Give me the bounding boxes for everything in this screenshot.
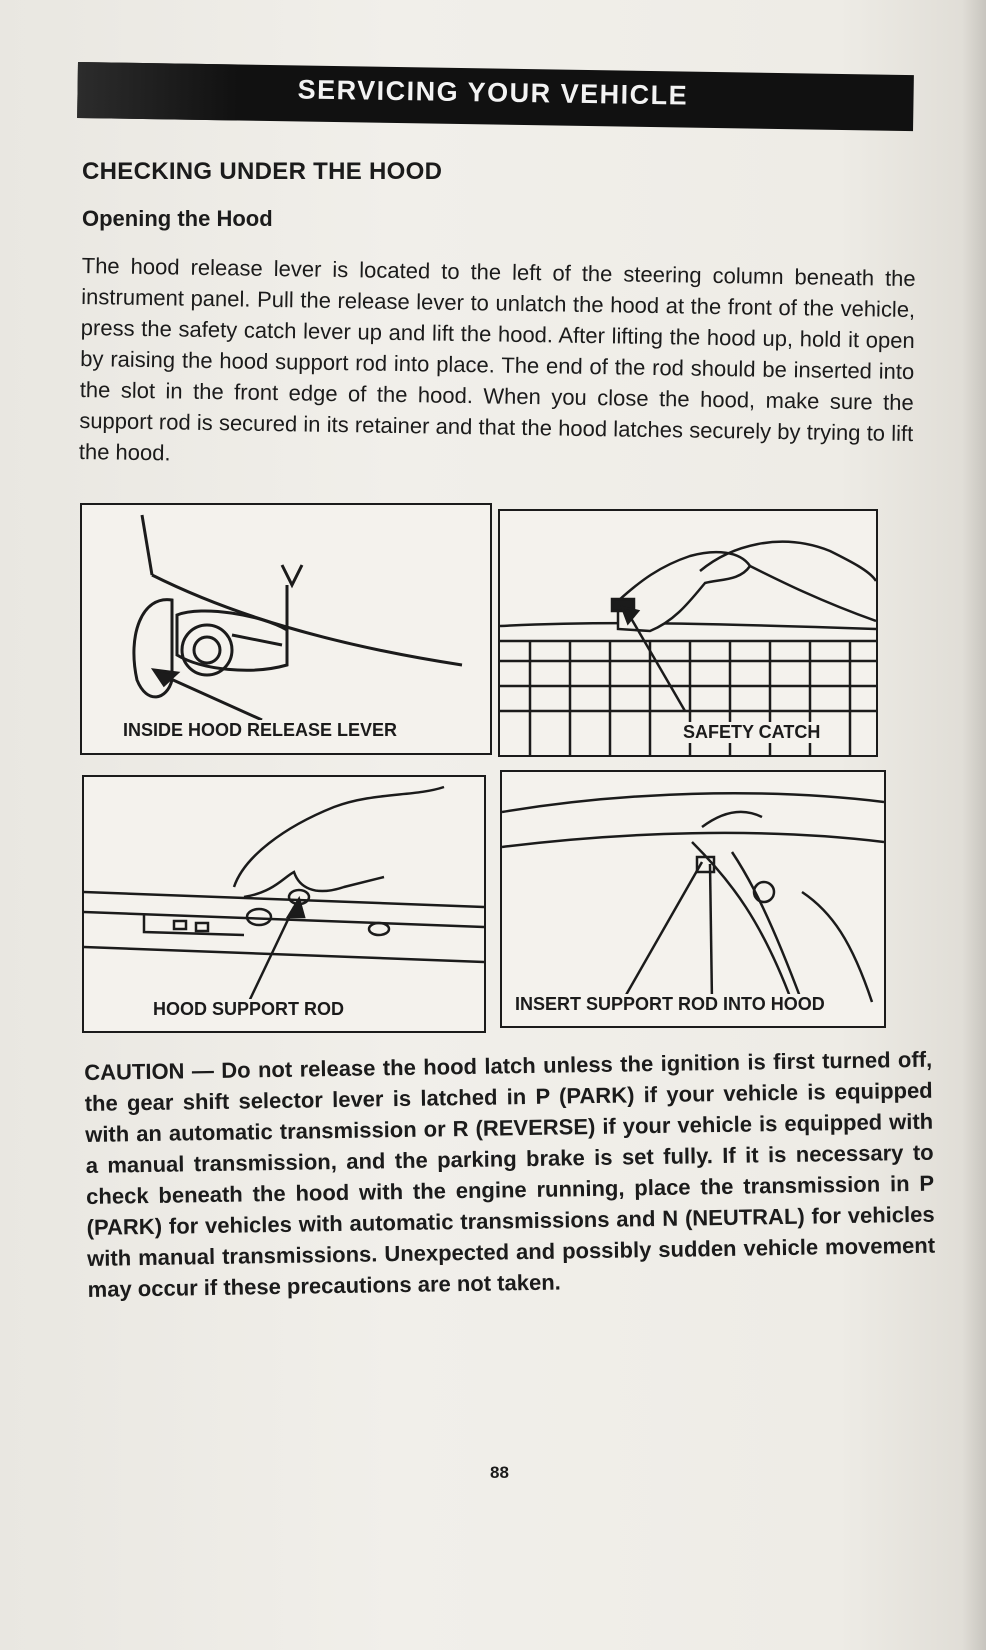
figure-caption: SAFETY CATCH — [680, 722, 823, 743]
figure-caption: INSERT SUPPORT ROD INTO HOOD — [512, 994, 828, 1015]
safety-catch-illustration — [500, 511, 876, 755]
header-bar-wear — [77, 62, 238, 121]
chapter-header-bar — [77, 62, 914, 131]
section-title: CHECKING UNDER THE HOOD — [82, 158, 443, 185]
chapter-title: SERVICING YOUR VEHICLE — [297, 74, 689, 111]
figure-caption: INSIDE HOOD RELEASE LEVER — [120, 720, 400, 741]
figure-hood-release-lever — [80, 503, 492, 755]
figure-insert-support-rod — [500, 770, 886, 1028]
caution-paragraph: CAUTION — Do not release the hood latch unless the ignition is first turned off, the gear shift selector lever is latched in P (PARK) if your vehicle is equipped with an automatic transmission or R (REVERSE) if your vehicle is equipped with a manual transmission, and the parking brake is set fully. If it is necessary to check beneath the hood with the engine running, place the transmission in P (PARK) for vehicles with automatic transmissions and N (NEUTRAL) for vehicles with manual transmissions. Unexpected and possibly sudden vehicle movement may occur if these precautions are not taken. — [84, 1046, 936, 1302]
insert-support-rod-illustration — [502, 772, 884, 1026]
figure-safety-catch — [498, 509, 878, 757]
subsection-title: Opening the Hood — [82, 206, 273, 231]
figure-caption: HOOD SUPPORT ROD — [150, 999, 347, 1020]
page-binding-shadow — [962, 0, 986, 1650]
body-paragraph: The hood release lever is located to the left of the steering column beneath the instrument panel. Pull the release lever to unlatch the hood at the front of the vehicle, press the safety catch lever up and lift the hood. After lifting the hood up, hold it open by raising the hood support rod into place. The end of the rod should be inserted into the slot in the front edge of the hood. When you close the hood, make sure the support rod is secured in its retainer and that the hood latches securely by trying to lift the hood. — [78, 252, 916, 466]
page-number: 88 — [490, 1463, 509, 1482]
hood-support-rod-illustration — [84, 777, 484, 1031]
figure-hood-support-rod — [82, 775, 486, 1033]
hood-release-lever-illustration — [82, 505, 490, 753]
